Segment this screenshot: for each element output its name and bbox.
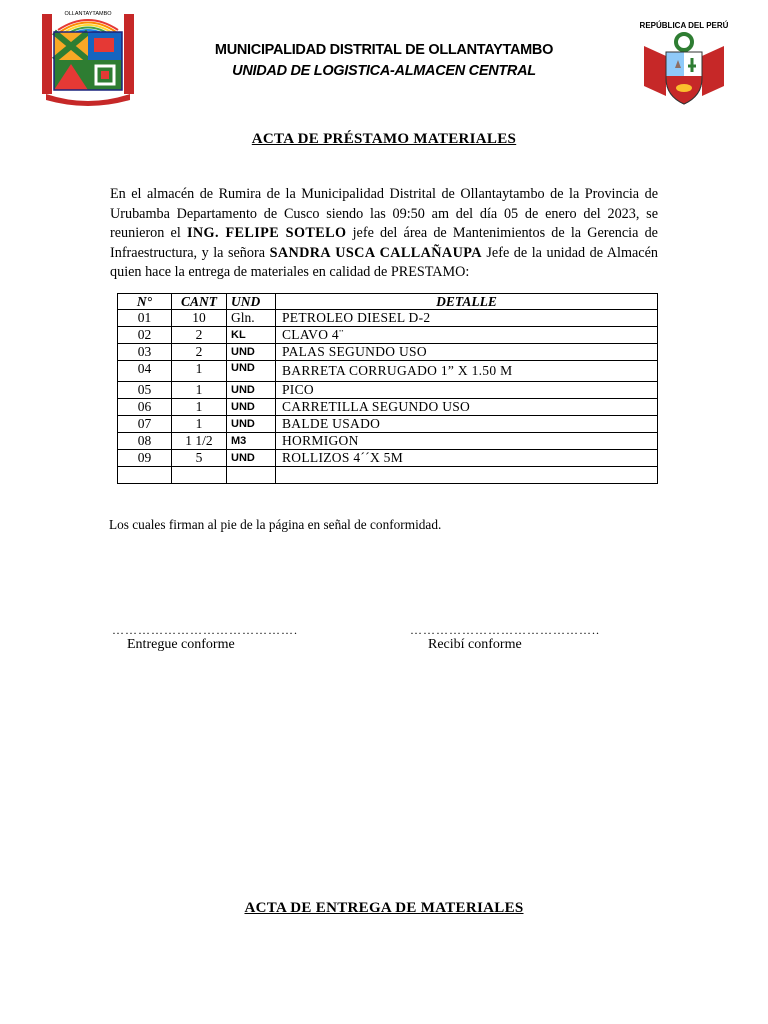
- header-cant: CANT: [172, 294, 227, 310]
- row-detalle: PALAS SEGUNDO USO: [276, 344, 658, 361]
- table-row: [118, 310, 658, 327]
- materials-table: [117, 293, 658, 484]
- row-no: [118, 467, 172, 484]
- row-und: UND: [227, 382, 276, 399]
- table-row: [118, 399, 658, 416]
- table-row: [118, 361, 658, 382]
- row-cant: 1: [172, 382, 227, 399]
- intro-paragraph: En el almacén de Rumira de la Municipalidad Distrital de Ollantaytambo de la Provincia de Urubamba Departamento de Cusco siendo las 09:50 am del día 05 de enero del 2023, se reunieron el ING. FELIPE SOTELO jefe del área de Mantenimientos de la Gerencia de Infraestructura, y la señora SANDRA USCA CALLAÑAUPA Jefe de la unidad de Almacén quien hace la entrega de materiales en calidad de PRESTAMO:: [110, 186, 658, 281]
- official-name: ING. FELIPE SOTELO: [186, 225, 347, 242]
- row-cant: 1: [172, 361, 227, 382]
- organization-unit: UNIDAD DE LOGISTICA-ALMACEN CENTRAL: [232, 63, 536, 79]
- row-und: UND: [227, 450, 276, 467]
- row-no: 07: [118, 416, 172, 433]
- row-und: UND: [227, 344, 276, 361]
- row-no: 08: [118, 433, 172, 450]
- row-no: 05: [118, 382, 172, 399]
- row-detalle: HORMIGON: [276, 433, 658, 450]
- row-und: UND: [227, 361, 276, 382]
- row-detalle: PETROLEO DIESEL D-2: [276, 310, 658, 327]
- municipal-coat-of-arms-logo: [40, 8, 136, 106]
- table-row: [118, 416, 658, 433]
- table-row: [118, 450, 658, 467]
- warehouse-head-name: SANDRA USCA CALLAÑAUPA: [269, 244, 482, 261]
- row-und: Gln.: [227, 310, 276, 327]
- header-no: N°: [118, 294, 172, 310]
- peru-coat-of-arms-logo: [636, 16, 732, 110]
- table-row: [118, 433, 658, 450]
- row-no: 04: [118, 361, 172, 382]
- table-header-row: [118, 294, 658, 310]
- organization-name: MUNICIPALIDAD DISTRITAL DE OLLANTAYTAMBO: [214, 42, 554, 58]
- row-cant: 1 1/2: [172, 433, 227, 450]
- row-cant: 1: [172, 399, 227, 416]
- header-und: UND: [227, 294, 276, 310]
- signature-label-right: Recibí conforme: [428, 637, 522, 652]
- table-row: [118, 327, 658, 344]
- signature-line-right: ……………………………………..: [410, 623, 600, 637]
- row-cant: 5: [172, 450, 227, 467]
- row-no: 01: [118, 310, 172, 327]
- signature-label-left: Entregue conforme: [127, 637, 235, 652]
- row-und: [227, 467, 276, 484]
- row-cant: 1: [172, 416, 227, 433]
- row-und: UND: [227, 416, 276, 433]
- header-detalle: DETALLE: [276, 294, 658, 310]
- svg-text:OLLANTAYTAMBO: OLLANTAYTAMBO: [64, 11, 112, 17]
- table-row: [118, 344, 658, 361]
- row-no: 06: [118, 399, 172, 416]
- document-title: ACTA DE PRÉSTAMO MATERIALES: [251, 131, 517, 147]
- table-row-empty: [118, 467, 658, 484]
- row-cant: 2: [172, 327, 227, 344]
- row-detalle: ROLLIZOS 4´´X 5M: [276, 450, 658, 467]
- row-cant: [172, 467, 227, 484]
- svg-text:REPÚBLICA DEL PERÚ: REPÚBLICA DEL PERÚ: [639, 21, 729, 30]
- row-und: UND: [227, 399, 276, 416]
- row-detalle: CLAVO 4¨: [276, 327, 658, 344]
- row-und: KL: [227, 327, 276, 344]
- row-cant: 10: [172, 310, 227, 327]
- row-detalle: PICO: [276, 382, 658, 399]
- second-document-title: ACTA DE ENTREGA DE MATERIALES: [244, 900, 524, 916]
- table-row: [118, 382, 658, 399]
- row-no: 02: [118, 327, 172, 344]
- row-cant: 2: [172, 344, 227, 361]
- row-no: 03: [118, 344, 172, 361]
- row-detalle: BARRETA CORRUGADO 1” X 1.50 M: [276, 361, 658, 382]
- row-detalle: CARRETILLA SEGUNDO USO: [276, 399, 658, 416]
- signature-line-left: …………………………………….: [112, 623, 298, 637]
- closing-statement: Los cuales firman al pie de la página en señal de conformidad.: [109, 517, 442, 532]
- row-no: 09: [118, 450, 172, 467]
- row-detalle: BALDE USADO: [276, 416, 658, 433]
- row-detalle: [276, 467, 658, 484]
- row-und: M3: [227, 433, 276, 450]
